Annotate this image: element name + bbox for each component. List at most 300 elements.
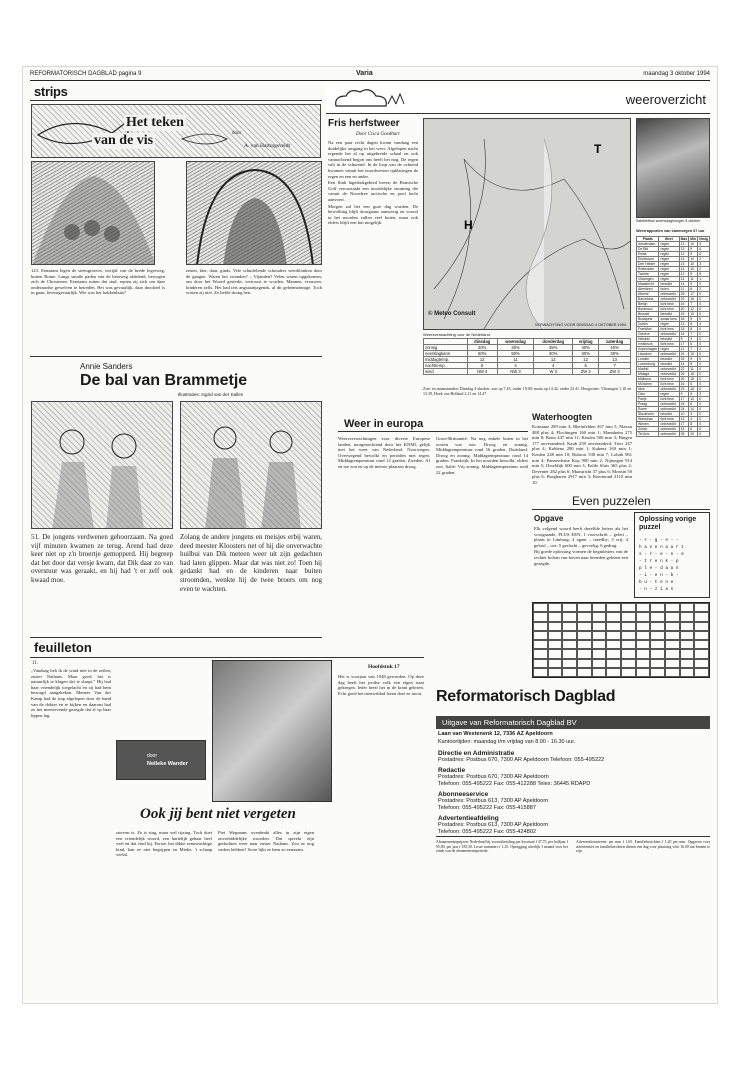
weather-text-c: Morgen zal het een gure dag worden. De bewolking blijft doorgaans aanwezig en vooral in het noorden vallen veel buien, maar ook elders blijft een bui mogelijk. bbox=[328, 203, 418, 226]
weather-report-cell: 16 bbox=[689, 372, 698, 377]
puzzle-cell[interactable] bbox=[680, 622, 695, 631]
weather-banner bbox=[326, 84, 710, 114]
weather-report-cell: regen bbox=[659, 252, 679, 257]
puzzle-opgave-title: Opgave bbox=[534, 514, 564, 523]
puzzle-cell[interactable] bbox=[577, 631, 592, 640]
weather-report-cell: 0 bbox=[698, 327, 710, 332]
forecast-cell: 4 bbox=[497, 363, 534, 369]
puzzle-cell[interactable] bbox=[533, 603, 548, 612]
weather-report-cell: 9 bbox=[689, 272, 698, 277]
weather-report-cell: regen bbox=[659, 267, 679, 272]
puzzle-cell[interactable] bbox=[606, 668, 621, 677]
weather-report-cell: 2 bbox=[698, 267, 710, 272]
puzzle-cell[interactable] bbox=[548, 631, 563, 640]
puzzle-cell[interactable] bbox=[592, 603, 607, 612]
puzzle-cell[interactable] bbox=[562, 640, 577, 649]
puzzle-cell[interactable] bbox=[680, 649, 695, 658]
rd-section-title: Redactie bbox=[438, 767, 466, 774]
weather-report-cell: 25 bbox=[679, 292, 689, 297]
forecast-day: zaterdag bbox=[599, 339, 631, 345]
page-header bbox=[30, 69, 710, 81]
weather-report-cell: Eindhoven bbox=[637, 257, 659, 262]
weather-report-cell: 15 bbox=[679, 427, 689, 432]
weather-report-cell: Rotterdam bbox=[637, 267, 659, 272]
weather-report-cell: licht bew. bbox=[659, 377, 679, 382]
puzzle-cell[interactable] bbox=[606, 640, 621, 649]
weather-report-cell: 9 bbox=[689, 282, 698, 287]
strips-rule bbox=[30, 100, 322, 101]
puzzle-cell[interactable] bbox=[694, 612, 709, 621]
weather-report-cell: 17 bbox=[679, 422, 689, 427]
oplossing-row: - i - e n - b - bbox=[639, 573, 679, 578]
forecast-row bbox=[424, 369, 631, 375]
col-header: Plaats bbox=[637, 237, 659, 242]
weather-report-cell: bewolkt bbox=[659, 357, 679, 362]
puzzle-grid[interactable] bbox=[532, 602, 710, 678]
oplossing-row: p l e - d a a n bbox=[639, 566, 679, 571]
forecast-row-label: neerslagkans bbox=[424, 351, 468, 357]
header-date: maandag 3 oktober 1994 bbox=[643, 71, 710, 77]
weather-report-cell: 23 bbox=[679, 387, 689, 392]
weather-report-cell: 28 bbox=[679, 432, 689, 437]
puzzle-cell[interactable] bbox=[606, 649, 621, 658]
weather-report-cell: licht bew. bbox=[659, 342, 679, 347]
weather-report-cell: 13 bbox=[679, 242, 689, 247]
weather-report-cell: Londen bbox=[637, 357, 659, 362]
europe-text-col1: Weersverwachtingen voor diverse Europese landen, morgenochtend door het KNMI, gelijk met het weer van Nederland. Noorwegen: Overwegend bewolkt en perioden met regen. Middagtemperatuur rond 12 graden. Zweden: Af en toe zon en op de meeste plaatsen droog. bbox=[338, 436, 430, 469]
puzzle-cell[interactable] bbox=[533, 612, 548, 621]
brammetje-illustration-right bbox=[180, 401, 322, 529]
weather-report-cell: 12 bbox=[679, 272, 689, 277]
puzzle-cell[interactable] bbox=[636, 631, 651, 640]
teacher-children-drawing bbox=[181, 402, 322, 529]
puzzle-cell[interactable] bbox=[680, 631, 695, 640]
weather-report-cell: 16 bbox=[689, 297, 698, 302]
oplossing-row: - r - g - e - - bbox=[639, 538, 679, 543]
puzzle-opgave-text bbox=[534, 526, 628, 594]
weather-report-cell: 0 bbox=[698, 342, 710, 347]
weather-report-cell: 16 bbox=[679, 382, 689, 387]
weather-report-cell: 0 bbox=[698, 387, 710, 392]
weather-report-cell: 20 bbox=[679, 307, 689, 312]
forecast-cell: NW 4 bbox=[467, 369, 497, 375]
puzzle-cell[interactable] bbox=[592, 668, 607, 677]
header-left: REFORMATORISCH DAGBLAD pagina 9 bbox=[30, 71, 142, 77]
comic-author: A. van Hartingsveldt bbox=[244, 143, 290, 149]
puzzle-cell[interactable] bbox=[562, 668, 577, 677]
forecast-cell: ZW 3 bbox=[573, 369, 599, 375]
puzzle-cell[interactable] bbox=[548, 612, 563, 621]
weather-report-cell: onbewolkt bbox=[659, 372, 679, 377]
weather-report-cell: 14 bbox=[679, 282, 689, 287]
weather-report-cell: 14 bbox=[679, 267, 689, 272]
puzzle-cell[interactable] bbox=[680, 612, 695, 621]
cloud-sun-icon bbox=[326, 84, 416, 110]
weather-report-cell: regen bbox=[659, 277, 679, 282]
weather-report-cell: 0 bbox=[698, 297, 710, 302]
puzzle-cell[interactable] bbox=[636, 640, 651, 649]
weather-report-cell: 23 bbox=[679, 297, 689, 302]
puzzle-cell[interactable] bbox=[577, 659, 592, 668]
puzzle-cell[interactable] bbox=[665, 612, 680, 621]
weather-report-cell: 24 bbox=[679, 352, 689, 357]
puzzle-cell[interactable] bbox=[636, 649, 651, 658]
puzzle-cell[interactable] bbox=[548, 622, 563, 631]
weather-report-cell: 8 bbox=[689, 322, 698, 327]
weather-report-cell: 0 bbox=[698, 372, 710, 377]
rd-publisher-bar bbox=[436, 716, 710, 729]
puzzle-cell[interactable] bbox=[694, 640, 709, 649]
puzzle-cell[interactable] bbox=[636, 612, 651, 621]
weather-text-b: Een flink lagedrukgebied boven de Botnische Golf veroorzaakt een noordelijke stroming die vanuit de Noordzee arctische en pool lucht aanvoert. bbox=[328, 180, 418, 202]
weather-report-cell: bewolkt bbox=[659, 412, 679, 417]
forecast-cell: 50% bbox=[497, 351, 534, 357]
rd-section bbox=[438, 791, 710, 812]
rd-section bbox=[438, 815, 710, 836]
puzzle-cell[interactable] bbox=[533, 649, 548, 658]
weather-text-a: Na een paar recht dagen kwam vandaag een duidelijke omgang in het weer. Afgelopen nacht regende het al op uitgebreide schaal en ook vannochtend begon ons heeft het nog. De regen valt in de schurend. In de loop van de ochtend kwamen vanuit het noordwesten opklaringen de regen en een en ander. bbox=[328, 140, 418, 179]
weather-report-row bbox=[637, 317, 710, 322]
weather-report-cell: onbewolkt bbox=[659, 332, 679, 337]
puzzle-cell[interactable] bbox=[577, 649, 592, 658]
weather-report-cell: buien bbox=[659, 287, 679, 292]
weather-report-cell: 9 bbox=[679, 392, 689, 397]
weather-report-cell: Athene bbox=[637, 292, 659, 297]
weather-report-cell: 10 bbox=[679, 412, 689, 417]
oplossing-row: b u - t e n e bbox=[639, 580, 674, 585]
weather-report-cell: 0 bbox=[698, 422, 710, 427]
weather-report-cell: 8 bbox=[689, 327, 698, 332]
comic-title-line2: van de vis bbox=[94, 133, 154, 148]
weather-report-cell: bewolkt bbox=[659, 337, 679, 342]
weather-report-cell: Malaga bbox=[637, 372, 659, 377]
weather-report-cell: 0 bbox=[698, 317, 710, 322]
weather-report-row bbox=[637, 332, 710, 337]
puzzle-cell[interactable] bbox=[650, 622, 665, 631]
weather-report-row bbox=[637, 327, 710, 332]
weather-report-row bbox=[637, 367, 710, 372]
forecast-cell: 12 bbox=[534, 357, 573, 363]
puzzle-cell[interactable] bbox=[592, 649, 607, 658]
europe-title: Weer in europa bbox=[344, 418, 424, 430]
puzzle-cell[interactable] bbox=[548, 603, 563, 612]
puzzle-cell[interactable] bbox=[577, 640, 592, 649]
rd-section-line2: Telefoon: 055-495222 Fax: 055-424802 bbox=[438, 829, 536, 835]
puzzle-cell[interactable] bbox=[665, 640, 680, 649]
weather-reports-body bbox=[637, 242, 710, 437]
forecast-cell: 13 bbox=[599, 357, 631, 363]
puzzle-cell[interactable] bbox=[665, 631, 680, 640]
rd-section-line1: Postadres: Postbus 613, 7300 AP Apeldoorn bbox=[438, 798, 549, 804]
weather-report-cell: Twente bbox=[637, 272, 659, 277]
weather-report-cell: Amsterdam bbox=[637, 242, 659, 247]
puzzle-cell[interactable] bbox=[694, 622, 709, 631]
weather-report-cell: onbewolkt bbox=[659, 292, 679, 297]
feuilleton-label: feuilleton bbox=[34, 640, 92, 655]
weather-reports-table bbox=[636, 236, 710, 437]
puzzle-cell[interactable] bbox=[577, 622, 592, 631]
forecast-cell: 30% bbox=[599, 351, 631, 357]
weather-report-cell: 7 bbox=[689, 347, 698, 352]
weather-report-row bbox=[637, 352, 710, 357]
puzzle-cell[interactable] bbox=[533, 631, 548, 640]
weather-report-cell: Vlissingen bbox=[637, 277, 659, 282]
weather-report-cell: 0 bbox=[698, 417, 710, 422]
puzzle-cell[interactable] bbox=[694, 631, 709, 640]
puzzle-cell[interactable] bbox=[636, 622, 651, 631]
rd-section-line2: Telefoon: 055-495222 Fax: 055-412288 Telex: 36445 RDAPD bbox=[438, 781, 591, 787]
puzzle-cell[interactable] bbox=[636, 603, 651, 612]
rd-fine-print-a: Abonnementsprijzen: Nederland bij vooruitbetaling per kwartaal f 47,75, per halfjaar f 95,00, per jaar f 185,50. Losse nummers f 1,25. Opzegging uiterlijk 1 maand voor het einde van de abonnementsperiode. bbox=[436, 840, 568, 854]
puzzle-cell[interactable] bbox=[533, 668, 548, 677]
puzzle-oplossing-grid bbox=[639, 537, 707, 593]
weather-report-cell: 11 bbox=[679, 347, 689, 352]
weather-report-row bbox=[637, 342, 710, 347]
weather-report-cell: München bbox=[637, 382, 659, 387]
weather-report-cell: 13 bbox=[679, 247, 689, 252]
weather-reports-table-wrap bbox=[636, 236, 710, 438]
weather-report-cell: 0 bbox=[698, 332, 710, 337]
weather-report-cell: 4 bbox=[698, 247, 710, 252]
weather-report-cell: regen bbox=[659, 347, 679, 352]
puzzle-cell[interactable] bbox=[650, 668, 665, 677]
weather-report-cell: Kopenhagen bbox=[638, 347, 658, 351]
puzzle-cell[interactable] bbox=[592, 612, 607, 621]
puzzle-cell[interactable] bbox=[592, 631, 607, 640]
rd-section bbox=[438, 767, 710, 788]
weather-report-cell: 3 bbox=[698, 242, 710, 247]
weather-report-cell: 9 bbox=[689, 317, 698, 322]
cave-crowd-drawing bbox=[32, 162, 155, 265]
forecast-cell: NW 3 bbox=[497, 369, 534, 375]
puzzle-cell[interactable] bbox=[694, 659, 709, 668]
puzzle-cell[interactable] bbox=[562, 659, 577, 668]
puzzle-cell[interactable] bbox=[592, 640, 607, 649]
puzzle-cell[interactable] bbox=[577, 603, 592, 612]
weather-report-row bbox=[637, 292, 710, 297]
puzzle-cell[interactable] bbox=[621, 622, 636, 631]
strips-text-right: zeuen, hier, daar, ginds. Vele schuifelende schouders weerklonken door de gangen. Waren het vrienden? – Vijanden? Velen waren opgekomen, om door het Woord gesterkt, vertroost te worden. Mannen, vrouwen, kinderen zelfs. Het had tets angstaanjagends, al dit geheimzinnige. Toch wisten zij niet. Ze liefde drong hen. bbox=[186, 268, 322, 296]
feuilleton-by: door bbox=[147, 753, 158, 759]
weather-report-cell: Eelde bbox=[637, 252, 659, 257]
weather-report-cell: 2 bbox=[698, 347, 710, 352]
puzzle-cell[interactable] bbox=[650, 659, 665, 668]
weather-report-cell: 13 bbox=[679, 322, 689, 327]
puzzle-cell[interactable] bbox=[621, 659, 636, 668]
waterhoogten-title: Waterhoogten bbox=[532, 412, 593, 422]
low-pressure-mark: T bbox=[594, 142, 602, 156]
weather-report-cell: 10 bbox=[689, 267, 698, 272]
weather-report-row bbox=[637, 297, 710, 302]
forecast-table bbox=[423, 338, 631, 375]
puzzle-cell[interactable] bbox=[621, 668, 636, 677]
weather-report-cell: 6 bbox=[689, 427, 698, 432]
waterhoogten-text bbox=[532, 424, 632, 486]
puzzle-cell[interactable] bbox=[680, 659, 695, 668]
comic-title-line1: Het teken bbox=[126, 115, 184, 130]
weather-report-cell: 17 bbox=[679, 397, 689, 402]
weather-report-cell: onbewolkt bbox=[659, 352, 679, 357]
puzzle-cell[interactable] bbox=[548, 659, 563, 668]
weather-report-cell: Praag bbox=[637, 402, 659, 407]
puzzle-cell[interactable] bbox=[650, 612, 665, 621]
weather-report-row bbox=[637, 377, 710, 382]
puzzle-cell[interactable] bbox=[606, 659, 621, 668]
forecast-cell: 12 bbox=[467, 357, 497, 363]
puzzle-cell[interactable] bbox=[665, 668, 680, 677]
weather-report-cell: 0 bbox=[698, 407, 710, 412]
rd-section-line2: Telefoon: 055-495222 Fax: 055-415887 bbox=[438, 805, 536, 811]
weather-report-cell: 6 bbox=[698, 252, 710, 257]
forecast-row-label: middagtemp. bbox=[424, 357, 468, 363]
puzzle-oplossing-box bbox=[634, 512, 710, 598]
puzzle-cell[interactable] bbox=[680, 640, 695, 649]
puzzle-cell[interactable] bbox=[606, 603, 621, 612]
puzzle-cell[interactable] bbox=[562, 631, 577, 640]
puzzle-cell[interactable] bbox=[606, 622, 621, 631]
puzzle-cell[interactable] bbox=[636, 659, 651, 668]
puzzle-cell[interactable] bbox=[665, 603, 680, 612]
puzzle-cell[interactable] bbox=[533, 640, 548, 649]
weather-label: weeroverzicht bbox=[625, 92, 706, 107]
rd-section bbox=[438, 750, 710, 764]
brammetje-rule bbox=[30, 356, 322, 357]
puzzle-cell[interactable] bbox=[650, 603, 665, 612]
puzzle-cell[interactable] bbox=[665, 659, 680, 668]
puzzle-cell[interactable] bbox=[577, 668, 592, 677]
forecast-cell: W 3 bbox=[534, 369, 573, 375]
weather-report-cell: 10 bbox=[689, 262, 698, 267]
weather-report-cell: regen bbox=[659, 392, 679, 397]
puzzle-cell[interactable] bbox=[621, 640, 636, 649]
weather-report-cell: Helsinki bbox=[637, 337, 659, 342]
weather-report-cell: Maastricht bbox=[637, 282, 659, 287]
weather-report-cell: 9 bbox=[689, 247, 698, 252]
weather-report-cell: 9 bbox=[679, 337, 689, 342]
weather-report-cell: bewolkt bbox=[659, 362, 679, 367]
weather-report-cell: Wenen bbox=[637, 422, 659, 427]
weather-report-cell: Nice bbox=[637, 387, 659, 392]
puzzle-cell[interactable] bbox=[548, 649, 563, 658]
puzzle-cell[interactable] bbox=[665, 622, 680, 631]
weather-report-cell: Barcelona bbox=[637, 297, 659, 302]
weather-report-cell: 12 bbox=[689, 307, 698, 312]
puzzle-cell[interactable] bbox=[592, 622, 607, 631]
weather-report-cell: regen bbox=[659, 242, 679, 247]
feuilleton-number: 11. bbox=[32, 661, 39, 666]
puzzle-cell[interactable] bbox=[621, 612, 636, 621]
puzzle-cell[interactable] bbox=[577, 612, 592, 621]
weather-report-row bbox=[637, 432, 710, 437]
puzzle-cell[interactable] bbox=[592, 659, 607, 668]
puzzle-cell[interactable] bbox=[621, 649, 636, 658]
puzzle-cell[interactable] bbox=[694, 603, 709, 612]
puzzle-cell[interactable] bbox=[650, 640, 665, 649]
weather-report-cell: 4 bbox=[689, 417, 698, 422]
comic-panel-right bbox=[186, 161, 322, 265]
weather-report-cell: 10 bbox=[689, 312, 698, 317]
brammetje-illustration-left bbox=[31, 401, 173, 529]
forecast-day: donderdag bbox=[534, 339, 573, 345]
forecast-body bbox=[424, 345, 631, 375]
weather-report-cell: 6 bbox=[689, 287, 698, 292]
puzzle-cell[interactable] bbox=[621, 603, 636, 612]
puzzle-cell[interactable] bbox=[694, 668, 709, 677]
puzzle-cell[interactable] bbox=[606, 631, 621, 640]
weather-report-cell: Den Helder bbox=[637, 262, 659, 267]
puzzle-cell[interactable] bbox=[533, 622, 548, 631]
weather-report-cell: Genève bbox=[637, 332, 659, 337]
puzzle-title: Even puzzelen bbox=[572, 494, 651, 508]
rd-section-title: Directie en Administratie bbox=[438, 750, 515, 757]
puzzle-cell[interactable] bbox=[548, 640, 563, 649]
high-pressure-mark: H bbox=[464, 218, 473, 232]
puzzle-cell[interactable] bbox=[562, 612, 577, 621]
forecast-cell: 35% bbox=[534, 345, 573, 351]
puzzle-cell[interactable] bbox=[636, 668, 651, 677]
forecast-cell: 60% bbox=[467, 351, 497, 357]
weather-report-row bbox=[637, 307, 710, 312]
weather-report-cell: onbewolkt bbox=[659, 402, 679, 407]
weather-report-cell: 2 bbox=[698, 257, 710, 262]
puzzle-cell[interactable] bbox=[680, 668, 695, 677]
puzzle-cell[interactable] bbox=[562, 622, 577, 631]
puzzle-cell[interactable] bbox=[562, 649, 577, 658]
puzzle-cell[interactable] bbox=[650, 631, 665, 640]
forecast-cell: 11 bbox=[497, 357, 534, 363]
weather-report-row bbox=[637, 382, 710, 387]
puzzle-title-box bbox=[532, 492, 710, 510]
puzzle-cell[interactable] bbox=[650, 649, 665, 658]
weather-report-cell: bewolkt bbox=[659, 282, 679, 287]
feuilleton-text-col2: storven is. Ze is stug, maar wel rijzing. Toch doet een vriendelijk woord, een hartelijk gebaar heel veel en dat vind hij. Eerste, het dikke zenuwachtige kind, kan ze niet begrijpen en Mieke, 't schaap veelal. bbox=[116, 830, 212, 858]
weather-report-cell: Luxemburg bbox=[637, 362, 659, 367]
weather-text bbox=[328, 140, 418, 438]
puzzle-cell[interactable] bbox=[548, 668, 563, 677]
puzzle-cell[interactable] bbox=[694, 649, 709, 658]
forecast-caption: Weersverwachting voor de Nederland bbox=[423, 332, 490, 337]
weather-report-cell: licht bew. bbox=[659, 417, 679, 422]
col-header: Min bbox=[690, 237, 697, 241]
weather-report-cell: onbewolkt bbox=[659, 297, 679, 302]
weather-map-caption: VERWACHTING VOOR DINSDAG 4 OKTOBER 1994 bbox=[534, 323, 626, 327]
puzzle-cell[interactable] bbox=[562, 603, 577, 612]
puzzle-cell[interactable] bbox=[533, 659, 548, 668]
forecast-day: dinsdag bbox=[467, 339, 497, 345]
cave-arch-drawing bbox=[187, 162, 322, 265]
col-header: Nrslg bbox=[699, 237, 708, 241]
forecast-cell: 40% bbox=[573, 345, 599, 351]
puzzle-cell[interactable] bbox=[665, 649, 680, 658]
feuilleton-chapter: Hoofdstuk 17 bbox=[368, 664, 400, 670]
forecast-cell: 25% bbox=[497, 345, 534, 351]
weather-report-cell: 15 bbox=[679, 312, 689, 317]
rd-publisher: Uitgave van Reformatorisch Dagblad BV bbox=[442, 718, 577, 727]
weather-report-cell: 14 bbox=[679, 362, 689, 367]
comic-by: door bbox=[232, 131, 242, 136]
puzzle-cell[interactable] bbox=[680, 603, 695, 612]
satellite-photo bbox=[636, 118, 710, 218]
rd-section-line1: Postadres: Postbus 670, 7300 AR Apeldoorn Telefoon: 055-495222 bbox=[438, 757, 605, 763]
puzzle-cell[interactable] bbox=[621, 631, 636, 640]
puzzle-cell[interactable] bbox=[606, 612, 621, 621]
weather-report-cell: 15 bbox=[689, 352, 698, 357]
rd-section-line1: Postadres: Postbus 613, 7300 AP Apeldoorn bbox=[438, 822, 549, 828]
forecast-cell: 40% bbox=[599, 345, 631, 351]
puzzle-opgave-text-a: Elk volgend woord heeft dezelfde letters als het voorgaande, PLUS EEN: 1 voorschrift – geleit – plaats in Limburg; 2 agent – ineedhy; 3 vrij; 4 geloof – oor; 5 geslacht – gevoelig; 6 gedrag. bbox=[534, 526, 628, 548]
oplossing-row: - n - z i a n bbox=[639, 587, 674, 592]
forecast-cell: 6 bbox=[573, 363, 599, 369]
